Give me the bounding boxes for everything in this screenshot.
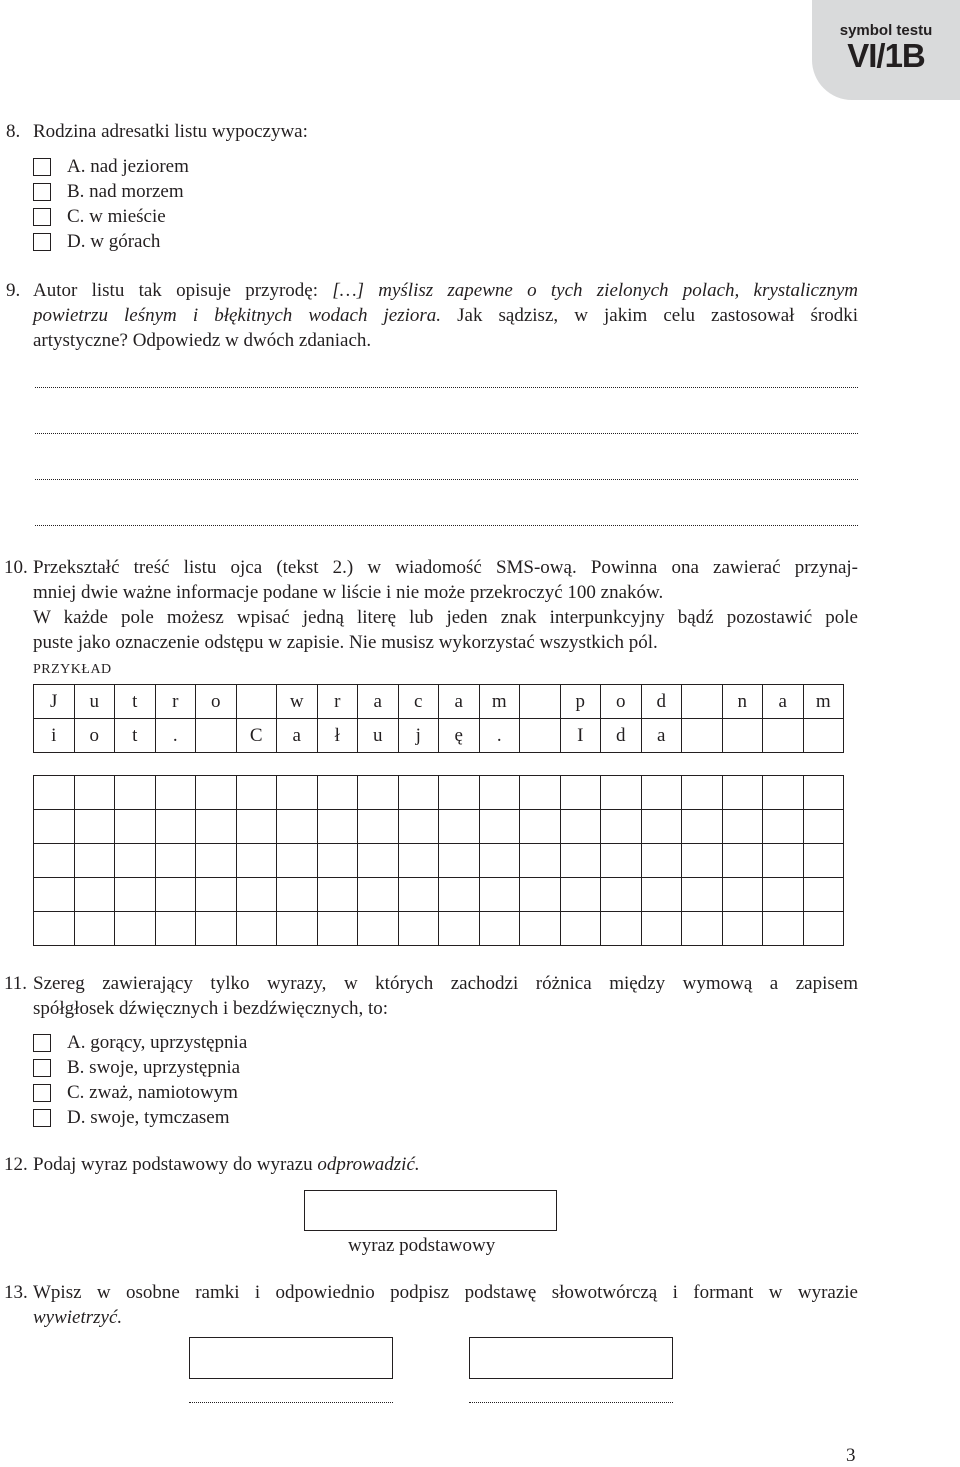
grid-cell[interactable] bbox=[601, 912, 642, 946]
grid-cell: a bbox=[358, 685, 399, 719]
grid-row bbox=[34, 685, 844, 719]
q9-line-2: powietrzu leśnym i błękitnych wodach jeziora. Jak sądzisz, w jakim celu zastosował środki bbox=[33, 305, 858, 326]
grid-cell[interactable] bbox=[155, 844, 196, 878]
grid-cell bbox=[722, 719, 763, 753]
q10-line-2: mniej dwie ważne informacje podane w liście i nie może przekroczyć 100 znaków. bbox=[33, 582, 664, 603]
grid-cell[interactable] bbox=[479, 844, 520, 878]
grid-cell: n bbox=[722, 685, 763, 719]
grid-cell[interactable] bbox=[439, 878, 480, 912]
grid-cell[interactable] bbox=[358, 912, 399, 946]
checkbox[interactable] bbox=[33, 158, 51, 176]
grid-cell[interactable] bbox=[34, 878, 75, 912]
grid-cell bbox=[196, 719, 237, 753]
grid-cell: r bbox=[155, 685, 196, 719]
grid-cell[interactable] bbox=[317, 912, 358, 946]
q11-number: 11. bbox=[4, 973, 28, 994]
grid-cell: d bbox=[641, 685, 682, 719]
grid-cell: . bbox=[155, 719, 196, 753]
q8-number: 8. bbox=[6, 121, 21, 142]
grid-cell[interactable] bbox=[236, 776, 277, 810]
q12-text: Podaj wyraz podstawowy do wyrazu odprowadzić. bbox=[33, 1154, 420, 1175]
grid-cell[interactable] bbox=[682, 878, 723, 912]
grid-cell[interactable] bbox=[560, 878, 601, 912]
grid-cell[interactable] bbox=[763, 878, 804, 912]
grid-cell[interactable] bbox=[317, 810, 358, 844]
q10-line-1: Przekształć treść listu ojca (tekst 2.) w wiadomość SMS-ową. Powinna ona zawierać przynaj- bbox=[33, 557, 858, 578]
grid-cell bbox=[682, 719, 723, 753]
grid-cell bbox=[682, 685, 723, 719]
q10-line-3: W każde pole możesz wpisać jedną literę lub jeden znak interpunkcyjny bądź pozostawić pole bbox=[33, 607, 858, 628]
grid-cell[interactable] bbox=[682, 912, 723, 946]
grid-cell bbox=[803, 719, 844, 753]
grid-cell[interactable] bbox=[803, 878, 844, 912]
grid-cell: p bbox=[560, 685, 601, 719]
grid-cell[interactable] bbox=[763, 810, 804, 844]
checkbox[interactable] bbox=[33, 1084, 51, 1102]
grid-cell[interactable] bbox=[560, 844, 601, 878]
grid-cell: ł bbox=[317, 719, 358, 753]
grid-cell[interactable] bbox=[277, 844, 318, 878]
grid-cell[interactable] bbox=[479, 776, 520, 810]
grid-cell[interactable] bbox=[358, 878, 399, 912]
grid-cell[interactable] bbox=[277, 878, 318, 912]
grid-row bbox=[34, 776, 844, 810]
grid-cell[interactable] bbox=[722, 776, 763, 810]
grid-cell[interactable] bbox=[520, 912, 561, 946]
grid-cell[interactable] bbox=[34, 844, 75, 878]
grid-cell[interactable] bbox=[601, 844, 642, 878]
grid-cell[interactable] bbox=[682, 810, 723, 844]
q13-number: 13. bbox=[4, 1282, 28, 1303]
grid-cell[interactable] bbox=[236, 878, 277, 912]
grid-cell[interactable] bbox=[722, 810, 763, 844]
grid-cell: I bbox=[560, 719, 601, 753]
grid-cell[interactable] bbox=[560, 776, 601, 810]
q10-line-4: puste jako oznaczenie odstępu w zapisie. Nie musisz wykorzystać wszystkich pól. bbox=[33, 632, 658, 653]
checkbox[interactable] bbox=[33, 1059, 51, 1077]
grid-cell[interactable] bbox=[74, 810, 115, 844]
grid-cell: . bbox=[479, 719, 520, 753]
grid-cell: J bbox=[34, 685, 75, 719]
test-symbol-code: VI/1B bbox=[847, 37, 925, 74]
grid-cell[interactable] bbox=[803, 810, 844, 844]
grid-cell[interactable] bbox=[317, 844, 358, 878]
grid-cell[interactable] bbox=[196, 776, 237, 810]
grid-cell[interactable] bbox=[439, 912, 480, 946]
q12-number: 12. bbox=[4, 1154, 28, 1175]
grid-cell[interactable] bbox=[641, 776, 682, 810]
example-label: PRZYKŁAD bbox=[33, 662, 112, 677]
base-word-caption: wyraz podstawowy bbox=[348, 1235, 496, 1256]
grid-row bbox=[34, 912, 844, 946]
grid-cell[interactable] bbox=[479, 912, 520, 946]
q9-line-1: Autor listu tak opisuje przyrodę: […] myślisz zapewne o tych zielonych polach, krystalicznym bbox=[33, 280, 858, 301]
grid-cell[interactable] bbox=[155, 912, 196, 946]
grid-cell[interactable] bbox=[277, 776, 318, 810]
grid-cell[interactable] bbox=[398, 844, 439, 878]
grid-cell: u bbox=[74, 685, 115, 719]
grid-cell[interactable] bbox=[115, 878, 156, 912]
grid-cell[interactable] bbox=[74, 776, 115, 810]
grid-cell[interactable] bbox=[236, 912, 277, 946]
base-word-box[interactable] bbox=[304, 1190, 557, 1231]
q9-number: 9. bbox=[6, 280, 21, 301]
grid-cell: o bbox=[601, 685, 642, 719]
grid-cell[interactable] bbox=[560, 810, 601, 844]
grid-cell[interactable] bbox=[74, 912, 115, 946]
grid-cell[interactable] bbox=[317, 776, 358, 810]
grid-cell: t bbox=[115, 685, 156, 719]
grid-cell[interactable] bbox=[803, 912, 844, 946]
grid-cell[interactable] bbox=[601, 776, 642, 810]
grid-cell[interactable] bbox=[560, 912, 601, 946]
grid-row bbox=[34, 878, 844, 912]
grid-cell[interactable] bbox=[196, 878, 237, 912]
grid-cell[interactable] bbox=[641, 912, 682, 946]
q13-line-1: Wpisz w osobne ramki i odpowiednio podpisz podstawę słowotwórczą i formant w wyrazie bbox=[33, 1282, 858, 1303]
checkbox[interactable] bbox=[33, 208, 51, 226]
grid-row bbox=[34, 810, 844, 844]
answer-line[interactable] bbox=[35, 381, 858, 388]
answer-line[interactable] bbox=[35, 519, 858, 526]
grid-cell: w bbox=[277, 685, 318, 719]
grid-cell bbox=[236, 685, 277, 719]
grid-cell: C bbox=[236, 719, 277, 753]
grid-cell: m bbox=[479, 685, 520, 719]
grid-cell: a bbox=[277, 719, 318, 753]
grid-cell[interactable] bbox=[358, 810, 399, 844]
grid-cell[interactable] bbox=[398, 912, 439, 946]
grid-cell[interactable] bbox=[763, 776, 804, 810]
grid-cell[interactable] bbox=[34, 810, 75, 844]
checkbox[interactable] bbox=[33, 1034, 51, 1052]
sms-answer-grid[interactable] bbox=[33, 775, 844, 946]
grid-cell[interactable] bbox=[196, 844, 237, 878]
grid-cell[interactable] bbox=[236, 844, 277, 878]
grid-cell[interactable] bbox=[682, 776, 723, 810]
grid-cell: o bbox=[196, 685, 237, 719]
q9-line-3: artystyczne? Odpowiedz w dwóch zdaniach. bbox=[33, 330, 372, 351]
q13-word: wywietrzyć. bbox=[33, 1307, 123, 1328]
grid-cell[interactable] bbox=[34, 912, 75, 946]
grid-cell[interactable] bbox=[398, 810, 439, 844]
grid-cell[interactable] bbox=[439, 776, 480, 810]
example-grid bbox=[33, 684, 844, 753]
grid-cell[interactable] bbox=[439, 810, 480, 844]
q8-question: Rodzina adresatki listu wypoczywa: bbox=[33, 121, 308, 142]
checkbox[interactable] bbox=[33, 183, 51, 201]
grid-cell[interactable] bbox=[722, 844, 763, 878]
grid-cell[interactable] bbox=[398, 878, 439, 912]
q11-line-1: Szereg zawierający tylko wyrazy, w których zachodzi różnica między wymową a zapisem bbox=[33, 973, 858, 994]
label-line-2[interactable] bbox=[469, 1398, 673, 1403]
grid-cell: t bbox=[115, 719, 156, 753]
grid-cell: r bbox=[317, 685, 358, 719]
grid-cell[interactable] bbox=[74, 878, 115, 912]
answer-line[interactable] bbox=[35, 473, 858, 480]
grid-cell[interactable] bbox=[520, 810, 561, 844]
grid-cell[interactable] bbox=[115, 810, 156, 844]
q10-number: 10. bbox=[4, 557, 28, 578]
grid-cell[interactable] bbox=[479, 878, 520, 912]
grid-cell[interactable] bbox=[641, 810, 682, 844]
grid-cell: a bbox=[763, 685, 804, 719]
grid-cell[interactable] bbox=[358, 776, 399, 810]
grid-row bbox=[34, 719, 844, 753]
grid-cell[interactable] bbox=[196, 810, 237, 844]
test-symbol-label: symbol testu bbox=[839, 22, 933, 39]
test-symbol-badge bbox=[812, 0, 960, 100]
grid-cell[interactable] bbox=[722, 878, 763, 912]
grid-cell[interactable] bbox=[277, 912, 318, 946]
grid-cell[interactable] bbox=[196, 912, 237, 946]
answer-line[interactable] bbox=[35, 427, 858, 434]
grid-cell[interactable] bbox=[479, 810, 520, 844]
grid-cell[interactable] bbox=[34, 776, 75, 810]
page-number: 3 bbox=[846, 1445, 856, 1466]
checkbox[interactable] bbox=[33, 1109, 51, 1127]
grid-cell[interactable] bbox=[155, 810, 196, 844]
grid-cell[interactable] bbox=[763, 844, 804, 878]
grid-cell[interactable] bbox=[641, 878, 682, 912]
grid-cell[interactable] bbox=[115, 776, 156, 810]
grid-cell[interactable] bbox=[74, 844, 115, 878]
grid-cell[interactable] bbox=[155, 776, 196, 810]
grid-cell: m bbox=[803, 685, 844, 719]
grid-cell[interactable] bbox=[155, 878, 196, 912]
grid-cell[interactable] bbox=[398, 776, 439, 810]
grid-cell: u bbox=[358, 719, 399, 753]
grid-cell[interactable] bbox=[601, 810, 642, 844]
grid-cell[interactable] bbox=[803, 844, 844, 878]
grid-cell[interactable] bbox=[763, 912, 804, 946]
word-part-box-2[interactable] bbox=[469, 1337, 673, 1379]
label-line-1[interactable] bbox=[189, 1398, 393, 1403]
grid-cell[interactable] bbox=[682, 844, 723, 878]
grid-cell[interactable] bbox=[358, 844, 399, 878]
grid-cell[interactable] bbox=[520, 844, 561, 878]
grid-cell[interactable] bbox=[236, 810, 277, 844]
grid-cell[interactable] bbox=[520, 878, 561, 912]
grid-cell bbox=[520, 685, 561, 719]
checkbox[interactable] bbox=[33, 233, 51, 251]
word-part-box-1[interactable] bbox=[189, 1337, 393, 1379]
grid-cell[interactable] bbox=[722, 912, 763, 946]
grid-cell: a bbox=[439, 685, 480, 719]
grid-cell[interactable] bbox=[601, 878, 642, 912]
grid-cell[interactable] bbox=[520, 776, 561, 810]
grid-cell[interactable] bbox=[317, 878, 358, 912]
grid-cell: i bbox=[34, 719, 75, 753]
grid-cell[interactable] bbox=[277, 810, 318, 844]
grid-cell: ę bbox=[439, 719, 480, 753]
q11-line-2: spółgłosek dźwięcznych i bezdźwięcznych, to: bbox=[33, 998, 389, 1019]
grid-cell: c bbox=[398, 685, 439, 719]
grid-row bbox=[34, 844, 844, 878]
grid-cell[interactable] bbox=[115, 844, 156, 878]
grid-cell[interactable] bbox=[803, 776, 844, 810]
grid-cell: a bbox=[641, 719, 682, 753]
grid-cell bbox=[520, 719, 561, 753]
grid-cell[interactable] bbox=[439, 844, 480, 878]
grid-cell: o bbox=[74, 719, 115, 753]
grid-cell[interactable] bbox=[115, 912, 156, 946]
grid-cell[interactable] bbox=[641, 844, 682, 878]
grid-cell bbox=[763, 719, 804, 753]
grid-cell: d bbox=[601, 719, 642, 753]
grid-cell: j bbox=[398, 719, 439, 753]
